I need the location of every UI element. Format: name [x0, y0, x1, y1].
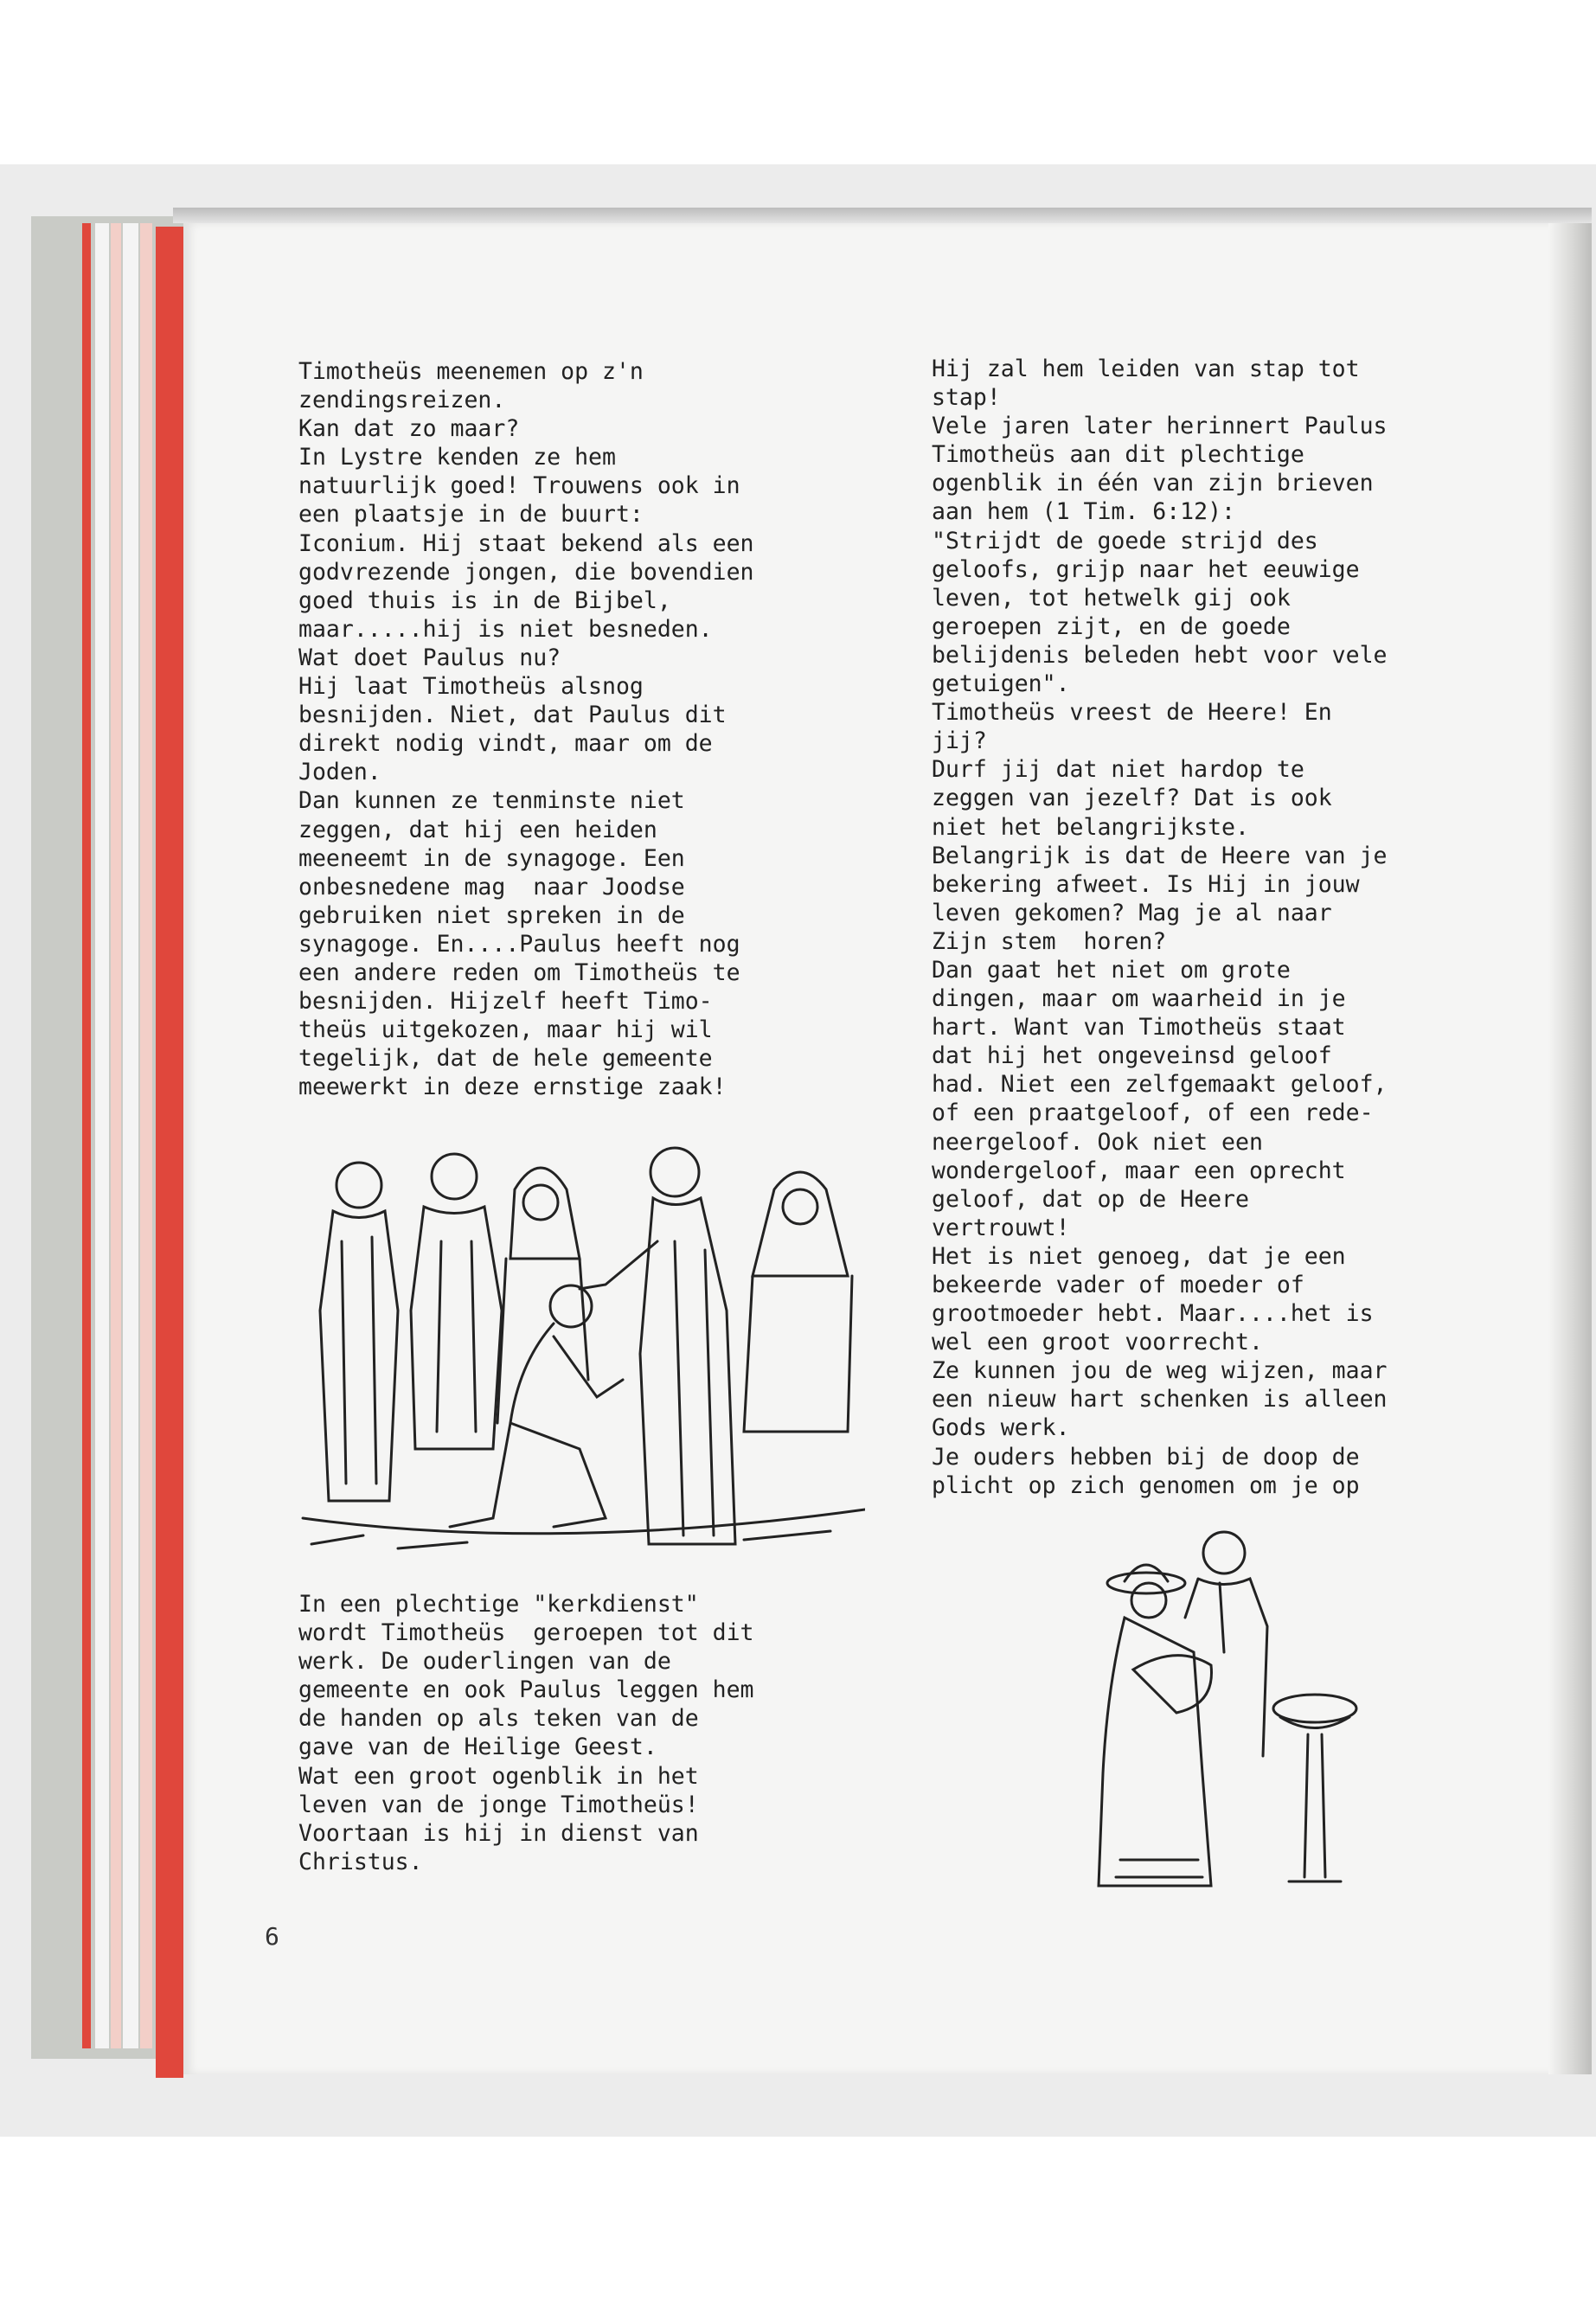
text-line: In Lystre kenden ze hem — [298, 444, 616, 471]
ordination-illustration — [294, 1138, 865, 1566]
text-line: belijdenis beleden hebt voor vele — [932, 641, 1388, 669]
text-line: theüs uitgekozen, maar hij wil — [298, 1016, 713, 1044]
text-line: meewerkt in deze ernstige zaak! — [298, 1074, 727, 1101]
text-line: een nieuw hart schenken is alleen — [932, 1386, 1388, 1413]
page-number: 6 — [265, 1922, 279, 1951]
text-line: ogenblik in één van zijn brieven — [932, 470, 1374, 497]
text-line: vertrouwt! — [932, 1214, 1070, 1241]
text-line: Timotheüs vreest de Heere! En — [932, 699, 1332, 727]
text-line: geloofs, grijp naar het eeuwige — [932, 555, 1360, 583]
text-line: godvrezende jongen, die bovendien — [298, 558, 754, 586]
text-line: Dan gaat het niet om grote — [932, 956, 1291, 984]
text-line: werk. De ouderlingen van de — [298, 1648, 671, 1676]
text-line: leven, tot hetwelk gij ook — [932, 584, 1291, 612]
text-line: Dan kunnen ze tenminste niet — [298, 787, 685, 815]
text-line: wordt Timotheüs geroepen tot dit — [298, 1619, 754, 1647]
left-column-bottom-text — [298, 1590, 754, 1876]
text-line: Joden. — [298, 759, 381, 786]
left-column-text — [298, 357, 754, 1101]
text-line: Timotheüs meenemen op z'n — [298, 358, 644, 385]
text-line: Zijn stem horen? — [932, 927, 1167, 955]
text-line: In een plechtige "kerkdienst" — [298, 1591, 699, 1618]
page-edge-pink — [111, 223, 121, 2048]
text-line: grootmoeder hebt. Maar....het is — [932, 1300, 1374, 1328]
text-line: Gods werk. — [932, 1414, 1070, 1442]
page-edge-white — [123, 223, 138, 2048]
text-line: meeneemt in de synagoge. Een — [298, 844, 685, 872]
text-line: gave van de Heilige Geest. — [298, 1734, 657, 1761]
text-line: direkt nodig vindt, maar om de — [298, 730, 713, 758]
page-edge-white — [95, 223, 109, 2048]
right-column-text — [932, 355, 1388, 1500]
text-line: Kan dat zo maar? — [298, 415, 520, 443]
text-line: geloof, dat op de Heere — [932, 1185, 1249, 1213]
text-line: Vele jaren later herinnert Paulus — [932, 413, 1388, 440]
text-line: Voortaan is hij in dienst van — [298, 1819, 699, 1847]
text-line: Christus. — [298, 1848, 423, 1875]
text-line: goed thuis is in de Bijbel, — [298, 586, 671, 614]
text-line: bekeerde vader of moeder of — [932, 1272, 1304, 1298]
text-line: Belangrijk is dat de Heere van je — [932, 842, 1388, 869]
text-line: aan hem (1 Tim. 6:12): — [932, 498, 1235, 526]
text-line: stap! — [932, 384, 1001, 412]
baptism-drawing — [1081, 1514, 1375, 1894]
text-line: leven van de jonge Timotheüs! — [298, 1791, 699, 1818]
page-edge-red — [156, 227, 183, 2078]
text-line: besnijden. Hijzelf heeft Timo- — [298, 988, 713, 1016]
text-line: Hij zal hem leiden van stap tot — [932, 356, 1360, 382]
text-line: Iconium. Hij staat bekend als een — [298, 529, 754, 557]
text-line: Je ouders hebben bij de doop de — [932, 1443, 1360, 1471]
text-line: synagoge. En....Paulus heeft nog — [298, 930, 740, 958]
text-line: gebruiken niet spreken in de — [298, 901, 685, 929]
text-line: Durf jij dat niet hardop te — [932, 756, 1304, 784]
text-line: of een praatgeloof, of een rede- — [932, 1099, 1374, 1127]
text-line: dat hij het ongeveinsd geloof — [932, 1042, 1332, 1070]
text-line: bekering afweet. Is Hij in jouw — [932, 870, 1360, 898]
text-line: getuigen". — [932, 670, 1070, 698]
text-line: wondergeloof, maar een oprecht — [932, 1157, 1346, 1184]
text-line: tegelijk, dat de hele gemeente — [298, 1045, 713, 1073]
text-line: "Strijdt de goede strijd des — [932, 527, 1318, 554]
page-edge-pink — [140, 223, 152, 2048]
text-line: niet het belangrijkste. — [932, 813, 1249, 841]
text-line: plicht op zich genomen om je op — [932, 1471, 1360, 1499]
text-line: maar.....hij is niet besneden. — [298, 615, 713, 643]
text-line: zeggen van jezelf? Dat is ook — [932, 785, 1332, 812]
text-line: geroepen zijt, en de goede — [932, 612, 1291, 640]
text-line: Ze kunnen jou de weg wijzen, maar — [932, 1357, 1388, 1385]
text-line: Hij laat Timotheüs alsnog — [298, 673, 644, 701]
text-line: neergeloof. Ook niet een — [932, 1128, 1263, 1156]
text-line: een andere reden om Timotheüs te — [298, 958, 740, 986]
text-line: dingen, maar om waarheid in je — [932, 985, 1346, 1013]
text-line: onbesnedene mag naar Joodse — [298, 873, 685, 901]
text-line: Timotheüs aan dit plechtige — [932, 441, 1304, 469]
text-line: de handen op als teken van de — [298, 1705, 699, 1733]
text-line: Het is niet genoeg, dat je een — [932, 1242, 1346, 1270]
text-line: gemeente en ook Paulus leggen hem — [298, 1676, 754, 1704]
page-top-edge — [173, 208, 1592, 223]
text-line: natuurlijk goed! Trouwens ook in — [298, 472, 740, 500]
text-line: een plaatsje in de buurt: — [298, 501, 644, 529]
ordination-drawing — [294, 1138, 865, 1566]
text-line: zeggen, dat hij een heiden — [298, 816, 657, 843]
text-line: had. Niet een zelfgemaakt geloof, — [932, 1071, 1388, 1099]
text-line: zendingsreizen. — [298, 387, 506, 414]
gutter-shadow — [1548, 223, 1592, 2074]
text-line: Wat een groot ogenblik in het — [298, 1762, 699, 1790]
text-line: hart. Want van Timotheüs staat — [932, 1014, 1346, 1042]
page-edge-red — [82, 223, 91, 2048]
text-line: Wat doet Paulus nu? — [298, 644, 561, 671]
text-line: wel een groot voorrecht. — [932, 1329, 1263, 1356]
text-line: besnijden. Niet, dat Paulus dit — [298, 702, 727, 729]
text-line: jij? — [932, 727, 987, 755]
text-line: leven gekomen? Mag je al naar — [932, 899, 1332, 926]
baptism-illustration — [1081, 1514, 1375, 1894]
